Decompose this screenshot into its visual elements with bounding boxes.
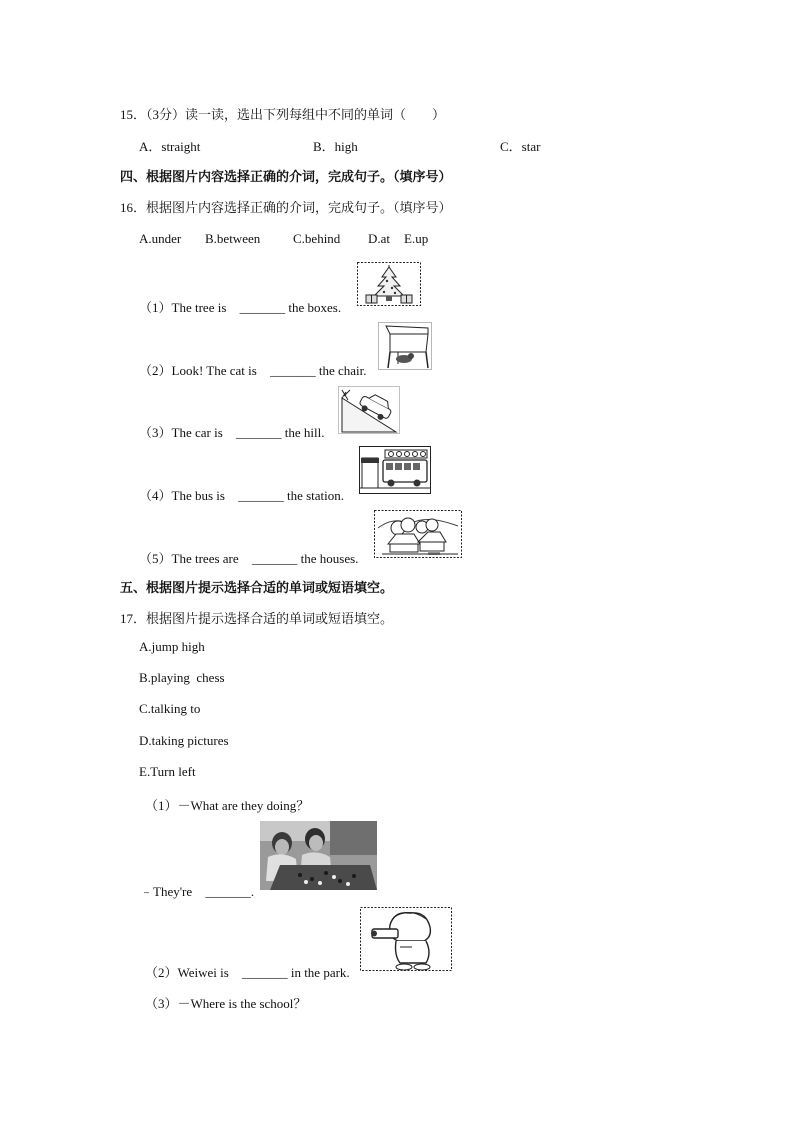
answer-suffix: . <box>250 884 255 899</box>
option-text: straight <box>161 139 201 154</box>
item-number: （2） <box>145 965 178 980</box>
question-text: －What are they doing？ <box>177 798 310 813</box>
item-number: （4） <box>139 488 172 503</box>
answer-blank[interactable]: _______ <box>251 551 298 566</box>
q17-choice-b: B.playing chess <box>139 670 225 685</box>
q16-item-4 <box>139 485 344 504</box>
item-text-after: in the park. <box>290 965 350 980</box>
answer-blank[interactable]: _______ <box>270 363 316 378</box>
answer-blank[interactable]: _______ <box>242 965 288 980</box>
q17-choice-c: C.talking to <box>139 701 201 716</box>
item-text-before: The tree is <box>171 300 227 315</box>
item-text-before: The car is <box>171 425 223 440</box>
item-text-after: the chair. <box>318 363 367 378</box>
q16-stem: 16．根据图片内容选择正确的介词，完成句子。（填序号） <box>120 200 452 215</box>
bus-at-station-image <box>359 446 431 494</box>
people-playing-chess-photo <box>260 821 377 890</box>
item-text-before: Look! The cat is <box>171 363 257 378</box>
q17-item-2 <box>145 962 350 981</box>
q17-choice-d: D.taking pictures <box>139 733 229 748</box>
q17-choice-e: E.Turn left <box>139 764 196 779</box>
q15-option-c[interactable] <box>500 136 540 155</box>
item-number: （2） <box>139 363 172 378</box>
option-letter: B． <box>313 139 335 154</box>
item-text-before: The trees are <box>171 551 239 566</box>
q16-choice-d: D.at <box>368 231 391 246</box>
question-text: －Where is the school？ <box>177 996 307 1011</box>
q17-choice-a: A.jump high <box>139 639 205 654</box>
q17-item-3-question <box>145 993 306 1012</box>
q17-stem: 17．根据图片提示选择合适的单词或短语填空。 <box>120 611 394 626</box>
q16-choice-b: B.between <box>205 231 261 246</box>
option-letter: C． <box>500 139 522 154</box>
q16-item-5 <box>139 548 358 567</box>
item-number: （5） <box>139 551 172 566</box>
option-text: high <box>334 139 358 154</box>
item-text-before: The bus is <box>171 488 225 503</box>
boy-taking-pictures-image <box>360 907 452 971</box>
q16-item-1 <box>139 297 341 316</box>
answer-prefix: ﹣They're <box>140 884 193 899</box>
q17-item-1-question <box>145 795 309 814</box>
item-number: （3） <box>145 996 178 1011</box>
option-letter: A． <box>139 139 162 154</box>
item-text-after: the houses. <box>300 551 359 566</box>
item-number: （3） <box>139 425 172 440</box>
q16-choice-a: A.under <box>139 231 182 246</box>
answer-blank[interactable]: _______ <box>238 488 284 503</box>
q15-option-a[interactable] <box>139 136 200 155</box>
answer-blank[interactable]: _______ <box>205 884 251 899</box>
q16-item-2 <box>139 360 367 379</box>
cat-under-chair-image <box>378 322 432 370</box>
item-number: （1） <box>145 798 178 813</box>
answer-blank[interactable]: _______ <box>236 425 282 440</box>
section5-heading: 五、根据图片提示选择合适的单词或短语填空。 <box>120 580 394 595</box>
item-text-after: the boxes. <box>288 300 342 315</box>
q15-stem: 15．（3分）读一读，选出下列每组中不同的单词（ ） <box>120 107 446 122</box>
item-text-after: the hill. <box>284 425 325 440</box>
q15-option-b[interactable] <box>313 136 358 155</box>
q16-item-3 <box>139 422 325 441</box>
q16-choice-e: E.up <box>404 231 429 246</box>
item-number: （1） <box>139 300 172 315</box>
item-text-after: the station. <box>286 488 345 503</box>
trees-behind-houses-image <box>374 510 462 558</box>
item-text-before: Weiwei is <box>177 965 229 980</box>
option-text: star <box>521 139 541 154</box>
answer-blank[interactable]: _______ <box>239 300 286 315</box>
section4-heading: 四、根据图片内容选择正确的介词，完成句子。（填序号） <box>120 169 452 184</box>
q16-choice-c: C.behind <box>293 231 341 246</box>
christmas-tree-between-boxes-image <box>357 262 421 306</box>
q17-item-1-answer <box>140 881 254 900</box>
car-up-hill-image <box>338 386 400 434</box>
